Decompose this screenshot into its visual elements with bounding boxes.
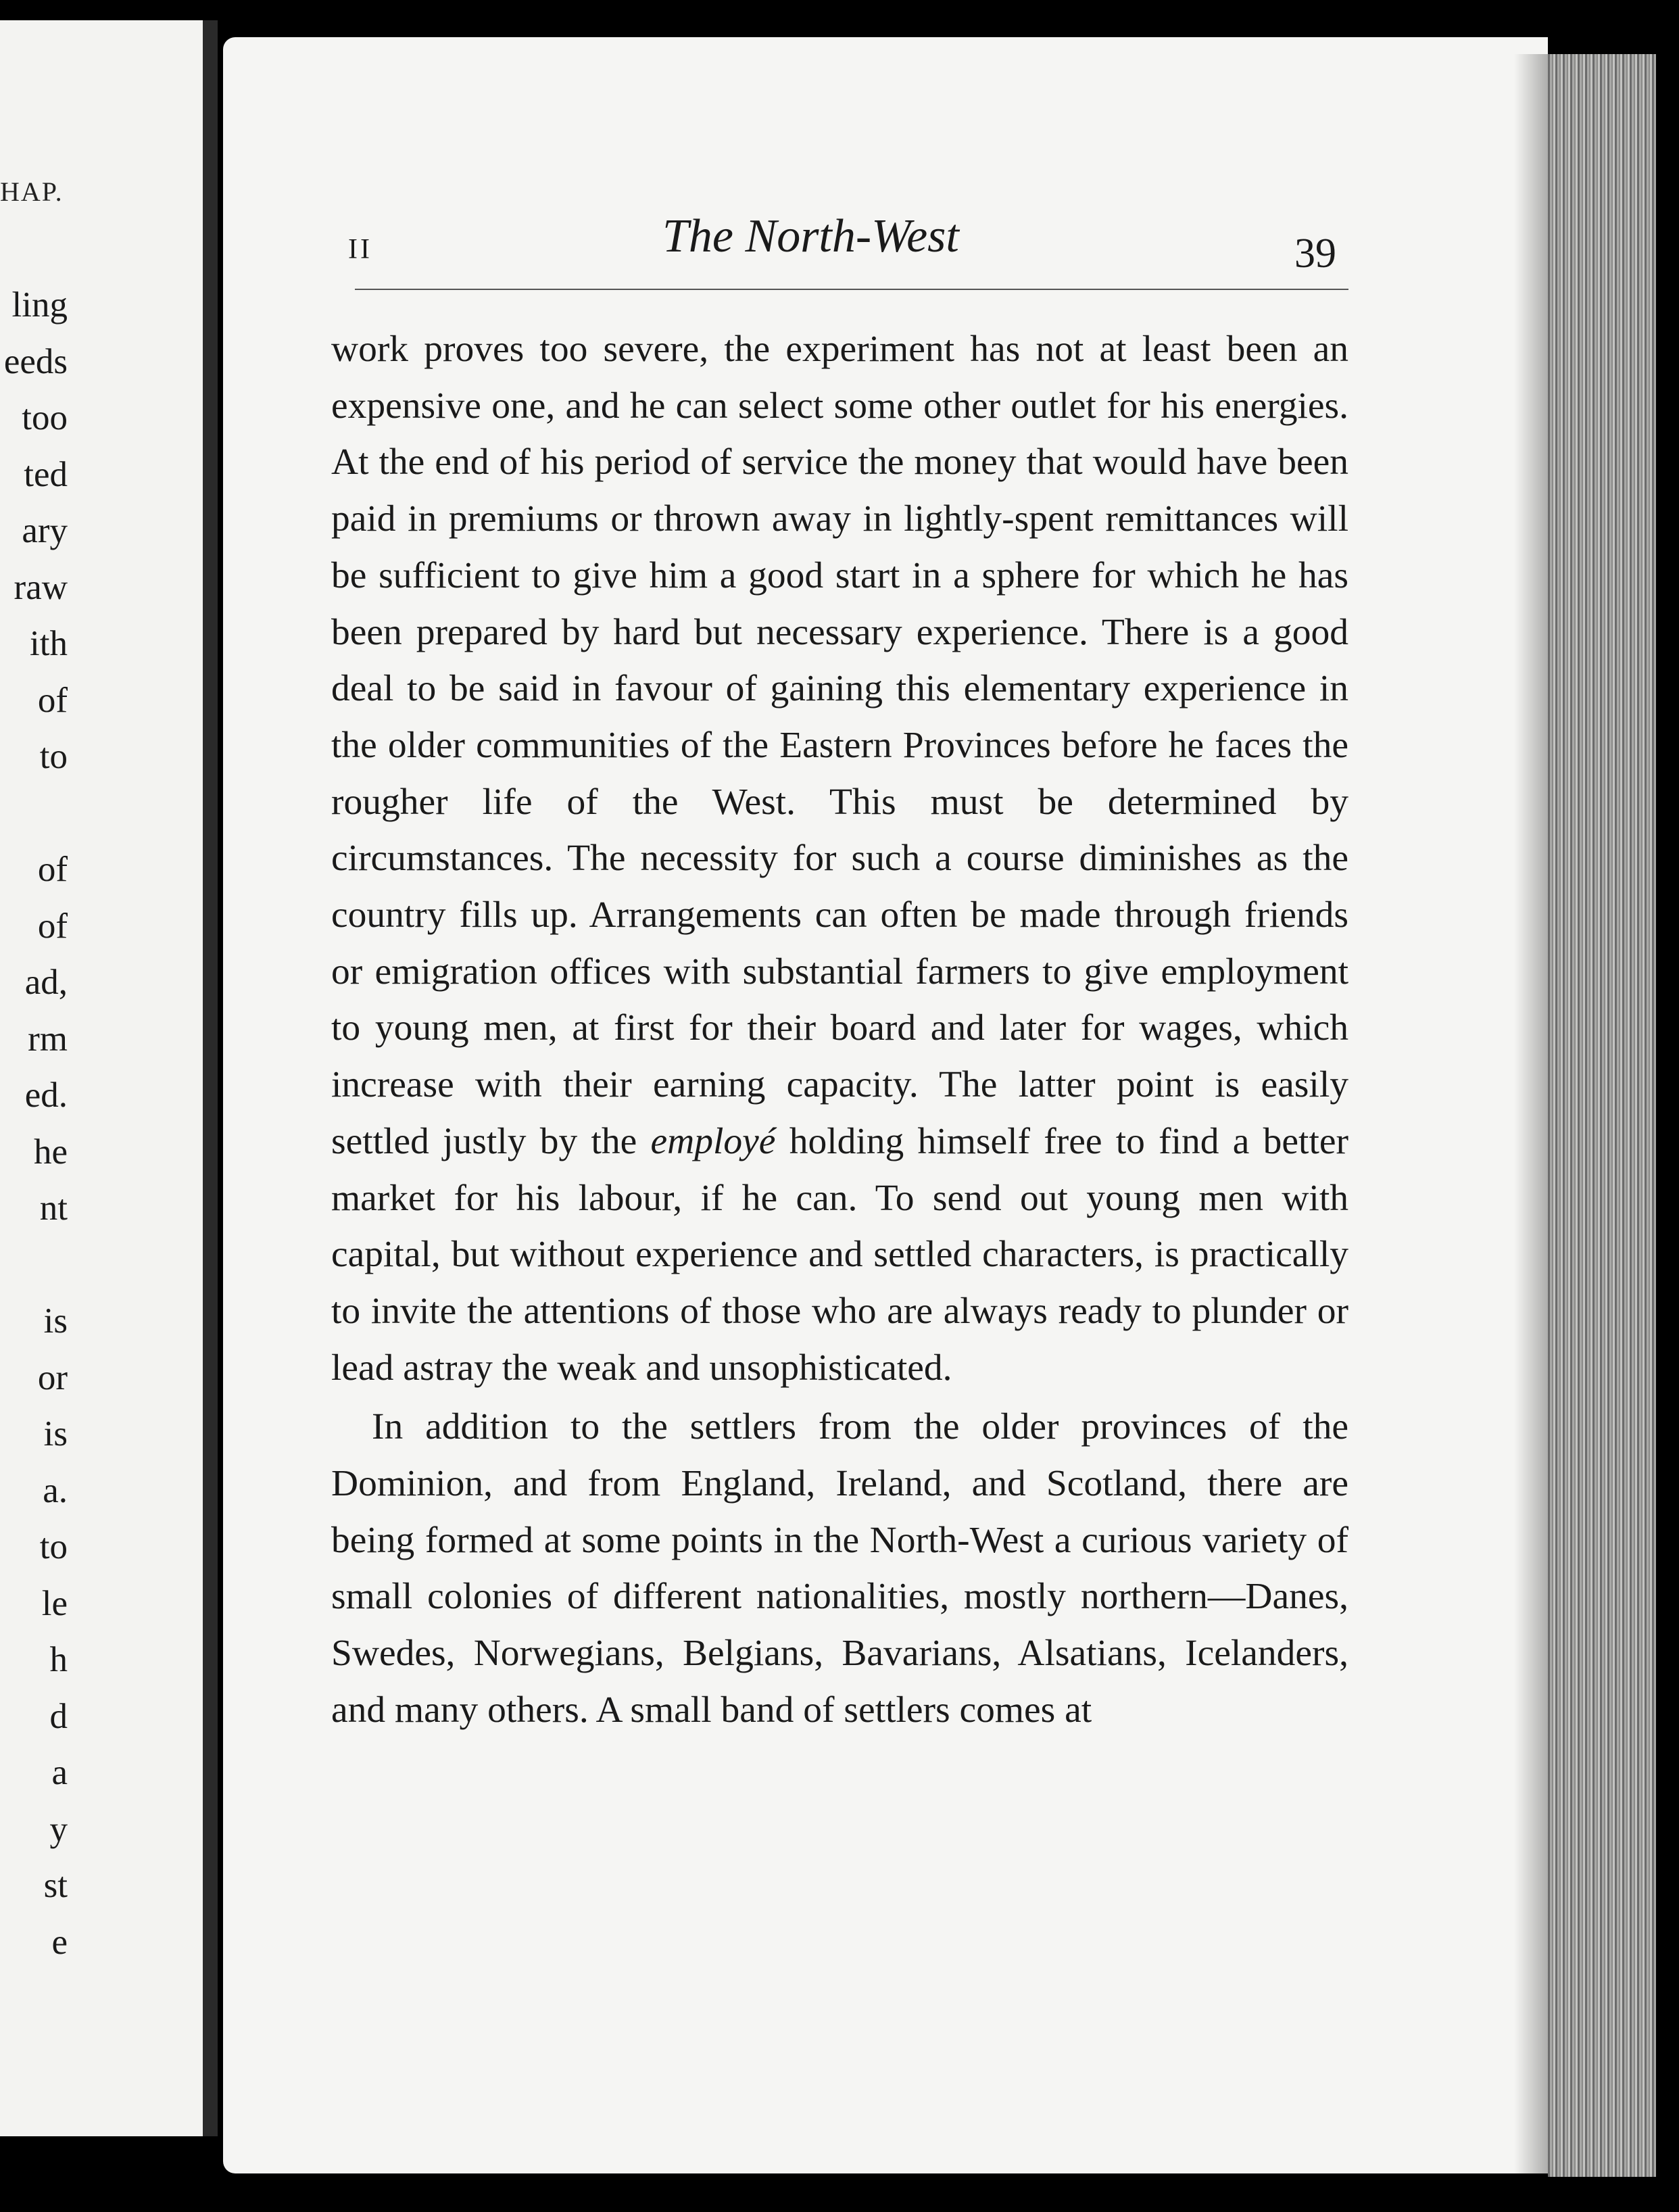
line-fragment: y [49,1809,68,1849]
line-fragment [0,786,68,842]
page-edges [1548,54,1656,2177]
line-fragment: eeds [3,341,68,381]
paragraph-text: holding himself free to find a better market for his labour, if he can. To send out young men with capital, but without experience and settled characters, is practically to invite the attentions of those who are always ready to plunder or lead astray the weak and unsophisticated. [331,1120,1348,1389]
line-fragment: a [51,1753,68,1792]
previous-page [0,20,218,2136]
line-fragment: ted [24,454,68,494]
italic-word: employé [650,1120,776,1162]
line-fragment: raw [14,567,68,607]
paragraph: In addition to the settlers from the older provinces of the Dominion, and from England, Ireland, and Scotland, there are being formed at some points in the North-West a curious variety of small colonies of different nationalities, mostly northern—Danes, Swedes, Norwegians, Belgians, Bavarians, Alsatians, Icelanders, and many others. A small band of settlers comes at [331,1406,1348,1731]
line-fragment: ling [11,285,68,324]
paragraph [331,321,1348,1396]
line-fragment: rm [28,1019,68,1059]
line-fragment [0,1237,68,1294]
page-number: 39 [1294,231,1336,276]
body-text [331,321,1348,1739]
line-fragment: e [51,1922,68,1962]
line-fragment: a. [43,1470,68,1510]
line-fragment: d [49,1696,68,1736]
line-fragment: ary [22,511,68,550]
book-page [223,37,1548,2173]
line-fragment: he [33,1132,68,1172]
line-fragment: to [39,1527,68,1566]
line-fragment: is [43,1414,68,1453]
line-fragment: or [37,1357,68,1397]
paragraph-text: work proves too severe, the experiment has not at least been an expensive one, and he can select some other outlet for his energies. At the end of his period of service the money that would have been paid in premiums or thrown away in lightly-spent remittances will be sufficient to give him a good start in a sphere for which he has been prepared by hard but necessary experience. There is a good deal to be said in favour of gaining this elementary experience in the older communities of the Eastern Provinces before he faces the rougher life of the West. This must be determined by circumstances. The necessity for such a course diminishes as the country fills up. Arrangements can often be made through friends or emigration offices with substantial farmers to give employment to young men, at first for their board and later for wages, which increase with their earning capacity. The latter point is easily settled justly by the [331,329,1348,1162]
line-fragment: h [49,1640,68,1679]
line-fragment: nt [39,1188,68,1228]
previous-page-header: HAP. [0,176,64,207]
line-fragment: to [39,737,68,776]
line-fragment: ed. [24,1076,68,1115]
line-fragment: le [41,1583,68,1623]
page-header [223,179,1548,276]
line-fragment: of [37,906,68,946]
line-fragment: too [22,398,68,437]
line-fragment: is [43,1301,68,1341]
chapter-number: II [348,234,372,265]
line-fragment: ad, [24,963,68,1002]
line-fragment: of [37,680,68,720]
header-rule [355,289,1348,290]
line-fragment: st [43,1866,68,1905]
running-title: The North-West [662,210,959,262]
line-fragment: of [37,850,68,889]
previous-page-line-fragments [0,277,68,1971]
line-fragment: ith [30,624,68,663]
